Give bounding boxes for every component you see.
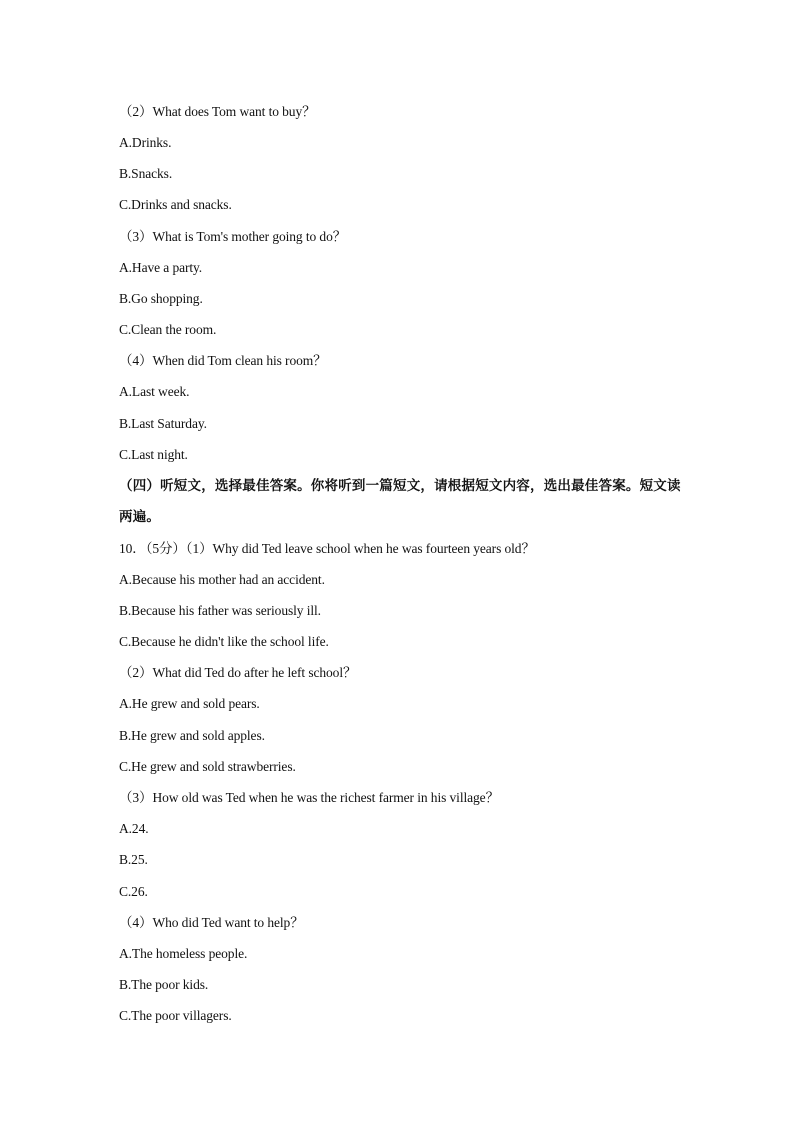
section-instruction: （四）听短文，选择最佳答案。你将听到一篇短文，请根据短文内容，选出最佳答案。短文读: [119, 478, 681, 494]
option-a: A.Have a party.: [119, 260, 203, 275]
option-a: A.The homeless people.: [119, 946, 248, 961]
option-b: B.The poor kids.: [119, 977, 209, 992]
option-b: B.Go shopping.: [119, 291, 203, 306]
option-c: C.Last night.: [119, 447, 188, 462]
question-10-prompt: 10．（5分）（1）Why did Ted leave school when he was fourteen years old？: [119, 541, 535, 556]
option-c: C.Because he didn't like the school life.: [119, 634, 329, 649]
option-a: A.He grew and sold pears.: [119, 696, 260, 711]
section-instruction-continued: 两遍。: [119, 509, 161, 525]
option-c: C.Drinks and snacks.: [119, 197, 232, 212]
option-a: A.Because his mother had an accident.: [119, 572, 325, 587]
question-2-prompt: （2）What does Tom want to buy？: [119, 104, 316, 119]
option-c: C.The poor villagers.: [119, 1008, 232, 1023]
option-c: C.He grew and sold strawberries.: [119, 759, 296, 774]
question-3-prompt: （3）What is Tom's mother going to do？: [119, 229, 347, 244]
question-4-prompt: （4）Who did Ted want to help？: [119, 915, 304, 930]
option-b: B.Last Saturday.: [119, 416, 207, 431]
question-4-prompt: （4）When did Tom clean his room？: [119, 353, 327, 368]
option-b: B.25.: [119, 852, 148, 867]
question-3-prompt: （3）How old was Ted when he was the richest farmer in his village？: [119, 790, 499, 805]
option-a: A.24.: [119, 821, 149, 836]
option-b: B.Because his father was seriously ill.: [119, 603, 321, 618]
option-c: C.26.: [119, 884, 148, 899]
option-b: B.He grew and sold apples.: [119, 728, 265, 743]
question-2-prompt: （2）What did Ted do after he left school？: [119, 665, 357, 680]
option-b: B.Snacks.: [119, 166, 173, 181]
option-a: A.Last week.: [119, 384, 190, 399]
option-a: A.Drinks.: [119, 135, 172, 150]
option-c: C.Clean the room.: [119, 322, 217, 337]
